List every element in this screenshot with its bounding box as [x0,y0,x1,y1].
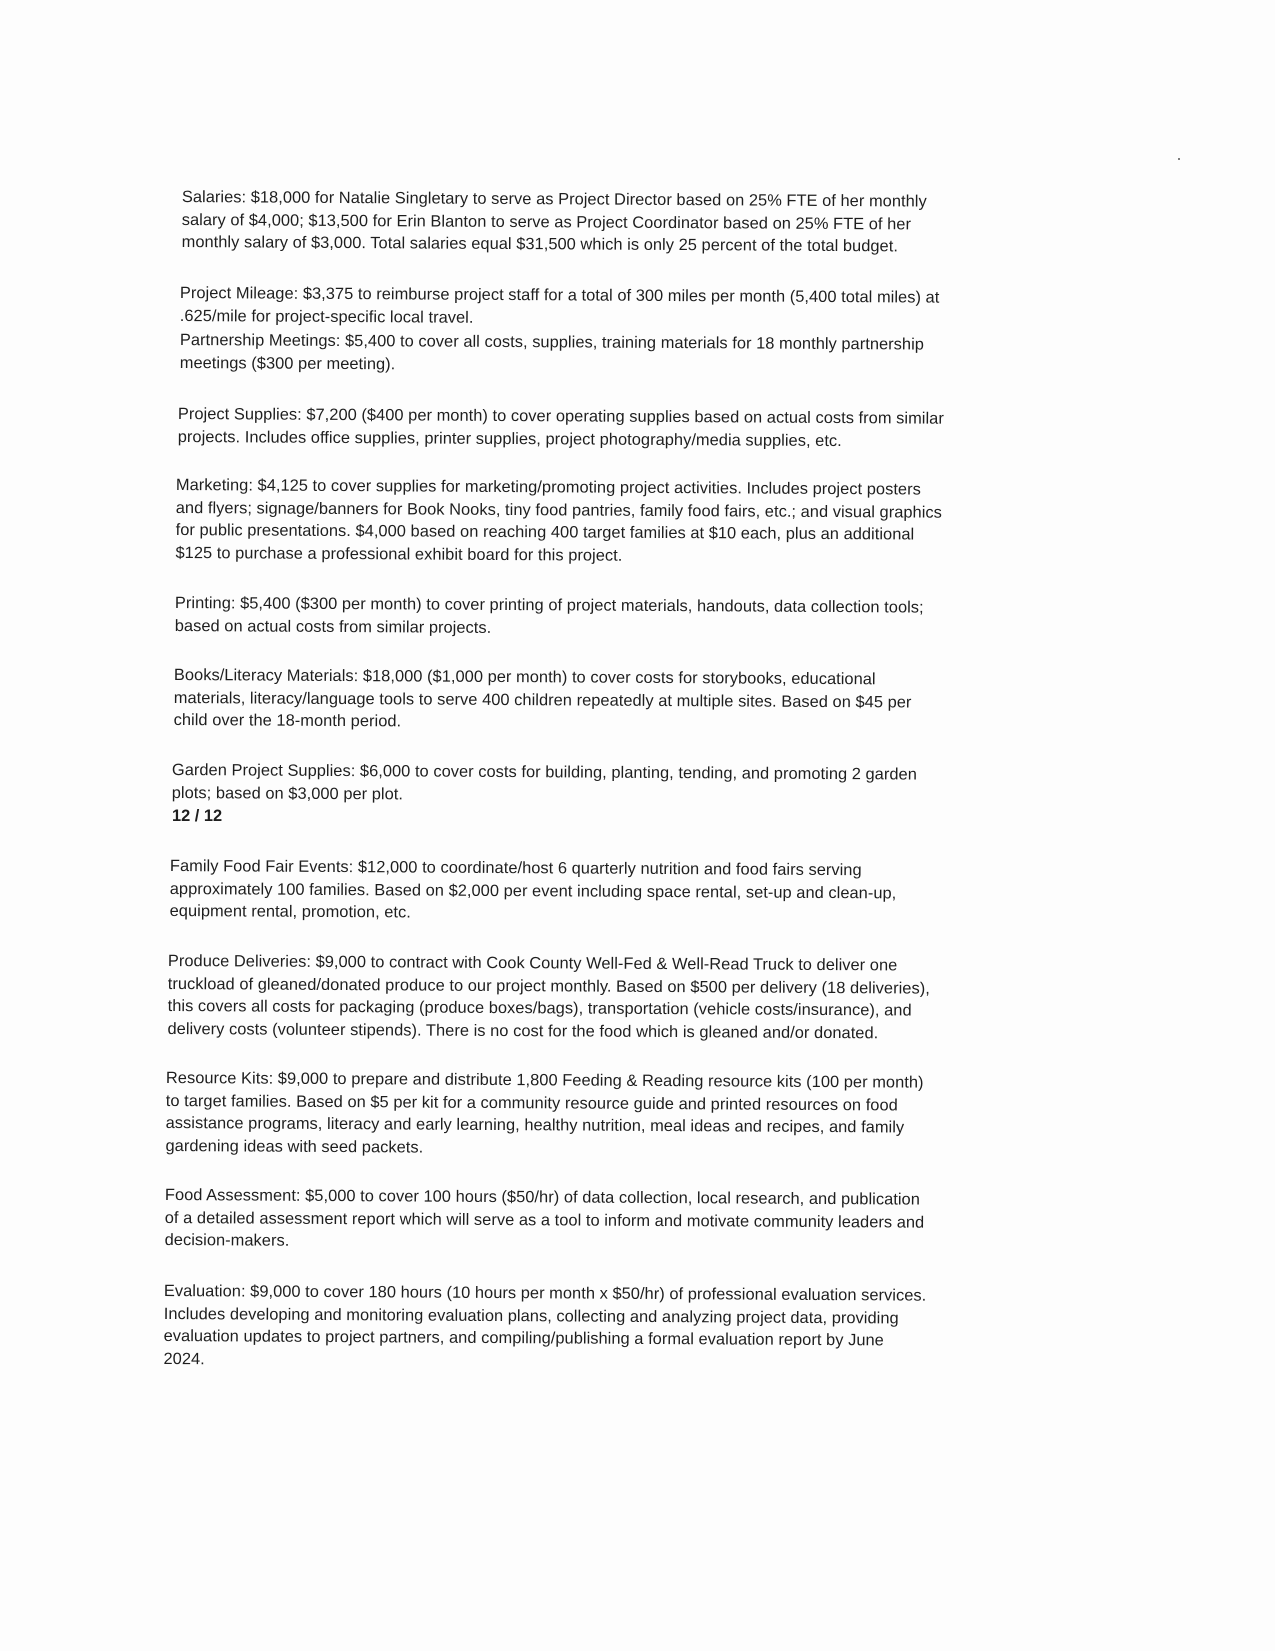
salaries-paragraph: Salaries: $18,000 for Natalie Singletary to serve as Project Director based on 25% FTE of her monthly salary of $4,000; $13,500 for Erin Blanton to serve as Project Coordinator based on 25% FTE of her monthly salary of $3,000. Total salaries equal $31,500 which is only 25 percent of the total budget. [181,187,927,256]
printing-paragraph: Printing: $5,400 ($300 per month) to cover printing of project materials, handouts, data collection tools; based on actual costs from similar projects. [174,593,924,637]
scan-speck [1178,158,1180,160]
food-assessment-paragraph: Food Assessment: $5,000 to cover 100 hours ($50/hr) of data collection, local research, and publication of a detailed assessment report which will serve as a tool to inform and motivate community leaders and decision-makers. [164,1186,925,1250]
books-literacy-paragraph: Books/Literacy Materials: $18,000 ($1,000 per month) to cover costs for storybooks, educational materials, literacy/language tools to serve 400 children repeatedly at multiple sites. Based on $45 per child over the 18-month period. [173,665,912,731]
garden-supplies-paragraph: Garden Project Supplies: $6,000 to cover costs for building, planting, tending, and promoting 2 garden plots; based on $3,000 per plot. [171,760,917,804]
produce-deliveries-paragraph: Produce Deliveries: $9,000 to contract with Cook County Well-Fed & Well-Read Truck to deliver one truckload of gleaned/donated produce to our project monthly. Based on $500 per delivery (18 deliveries), this covers all costs for packaging (produce boxes/bags), transportation (vehicle costs/insurance), and delivery costs (volunteer stipends). There is no cost for the food which is gleaned and/or donated. [167,951,930,1043]
marketing-paragraph: Marketing: $4,125 to cover supplies for marketing/promoting project activities. Includes project posters and flyers; signage/banners for Book Nooks, tiny food pantries, family food fairs, etc.; and visual graphics for public presentations. $4,000 based on reaching 400 target families at $10 each, plus an additional $125 to purchase a professional exhibit board for this project. [175,475,942,565]
project-mileage-paragraph: Project Mileage: $3,375 to reimburse project staff for a total of 300 miles per month (5,400 total miles) at .625/mile for project-specific local travel. [179,283,940,327]
project-supplies-paragraph: Project Supplies: $7,200 ($400 per month) to cover operating supplies based on actual costs from similar projects. Includes office supplies, printer supplies, project photography/media supplies, etc. [177,404,944,450]
partnership-meetings-paragraph: Partnership Meetings: $5,400 to cover all costs, supplies, training materials for 18 monthly partnership meetings ($300 per meeting). [179,330,925,373]
page-number: 12 / 12 [172,807,223,825]
food-fair-paragraph: Family Food Fair Events: $12,000 to coordinate/host 6 quarterly nutrition and food fairs serving approximately 100 families. Based on $2,000 per event including space rental, set-up and clean-up, equipment rental, promotion, etc. [169,856,897,922]
resource-kits-paragraph: Resource Kits: $9,000 to prepare and distribute 1,800 Feeding & Reading resource kits (100 per month) to target families. Based on $5 per kit for a community resource guide and printed resources on food assistance programs, literacy and early learning, healthy nutrition, meal ideas and recipes, and family gardening ideas with seed packets. [165,1069,924,1157]
evaluation-paragraph: Evaluation: $9,000 to cover 180 hours (10 hours per month x $50/hr) of professional evaluation services. Includes developing and monitoring evaluation plans, collecting and analyzing project data, providing evaluation updates to project partners, and compiling/publishing a formal evaluation report by June 2024. [163,1282,927,1369]
